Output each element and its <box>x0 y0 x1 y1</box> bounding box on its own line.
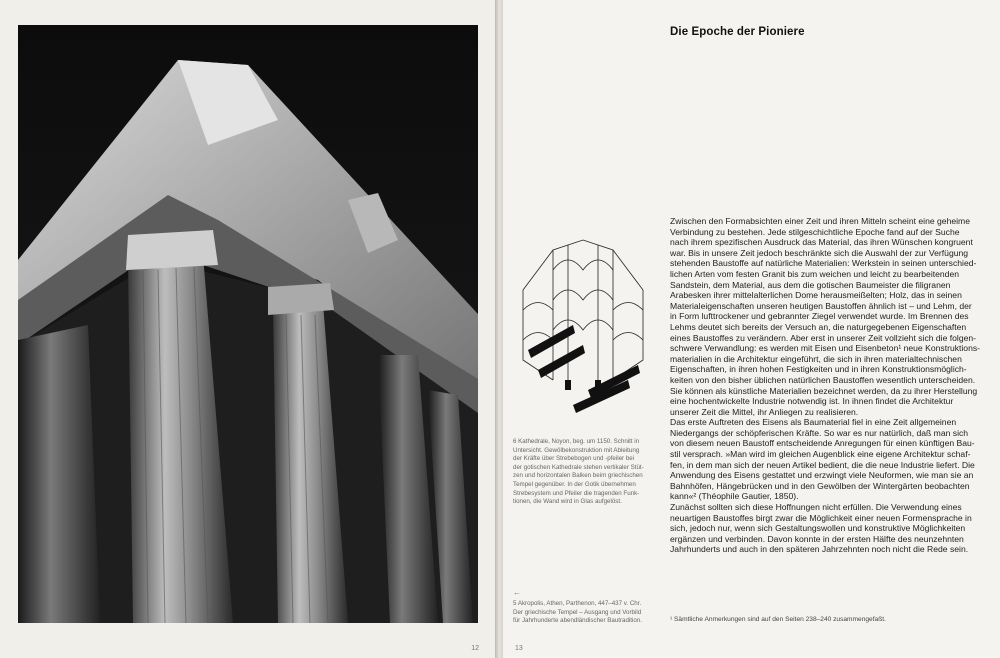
body-text-line: materialien in die Architektur eingeführt, die sich in ihren materialtechnischen <box>670 353 962 364</box>
body-text-line: Eigenschaften, in ihren hohen Festigkeiten und in ihren Konstruktionsmöglich- <box>670 364 967 375</box>
body-text-line: kann«² (Théophile Gautier, 1850). <box>670 491 799 502</box>
left-arrow-icon: ← <box>513 588 521 597</box>
chapter-title: Die Epoche der Pioniere <box>670 26 805 38</box>
body-text-line: eine hochentwickelte Industrie notwendig ist. In ihnen findet die Architektur <box>670 396 954 407</box>
body-text-line: unserer Zeit die Mittel, ihr Anliegen zu realisieren. <box>670 406 859 417</box>
body-text-line: eines Baustoffes zu verändern. Aber erst in unserer Zeit vollzieht sich die folgen- <box>670 332 977 343</box>
body-text-line: in Form lufttrockener und gebrannter Ziegel verwendet wurde. Im Brennen des <box>670 311 969 322</box>
body-text-line: fen, in dem man sich der neuen Artikel bedient, die die neue Industrie liefert. Die <box>670 459 975 470</box>
body-text-line: ergänzen und verbinden. Davon konnte in der ersten Hälfte des neunzehnten <box>670 533 964 544</box>
body-text-line: Sie können als künstliche Materialien bezeichnet werden, da zu ihrer Herstellung <box>670 385 978 396</box>
body-text-line: Zunächst sollten sich diese Hoffnungen nicht erfüllen. Die Verwendung eines <box>670 502 962 513</box>
body-text-line: Jahrhunderts und auch in den späteren Jahrzehnten noch nicht die Rede sein. <box>670 544 969 555</box>
body-text-line: Arabesken ihrer mittelalterlichen Dome herausmeißelten; Holz, das in seinen <box>670 290 962 301</box>
body-text-line: lichen Arten vom festen Granit bis zum weichen und leicht zu bearbeitenden <box>670 268 960 279</box>
body-text <box>670 216 996 555</box>
body-text-line: sich, jedoch nur, wenn sich Gestaltungswollen und konstruktive Möglichkeiten <box>670 523 966 534</box>
body-text-line: war. Bis in unsere Zeit jedoch beschränkte sich die Auswahl der zur Verfügung <box>670 247 969 258</box>
body-text-line: Anwendung des Eisens gestattet und erzwingt viele Neuformen, wie man sie an <box>670 470 974 481</box>
figure-5-caption: 5 Akropolis, Athen, Parthenon, 447–437 v. Chr. Der griechische Tempel – Ausgang und Vorbild für Jahrhunderte abendländischer Bautradition. <box>513 600 642 625</box>
body-text-line: Zwischen den Formabsichten einer Zeit und ihren Mitteln scheint eine geheime <box>670 216 970 226</box>
body-text-line: Lehms deutet sich bereits der Versuch an, die naturgegebenen Eigenschaften <box>670 321 967 332</box>
body-text-line: Sandstein, dem Material, aus dem die gotischen Baumeister die filigranen <box>670 279 951 290</box>
page-number-left: 12 <box>471 645 479 652</box>
body-text-line: Das erste Auftreten des Eisens als Baumaterial fiel in eine Zeit allgemeinen <box>670 417 957 428</box>
body-text-line: neuartigen Baustoffes birgt zwar die Möglichkeit einer neuen Formensprache in <box>670 512 972 523</box>
body-text-line: Bahnhöfen, Hängebrücken und in den Gewölben der Wintergärten beobachten <box>670 480 970 491</box>
body-text-line: schwere Verwandlung: es werden mit Eisen und Eisenbeton¹ neue Konstruktions- <box>670 343 981 354</box>
figure-6-caption: 6 Kathedrale, Noyon, beg. um 1150. Schnitt in Untersicht. Gewölbekonstruktion mit Ableitung der Kräfte über Strebebogen und -pfeiler bei der gotischen Kathedrale stehen vertikaler Stüt- zen und horizontalen Balken beim griechischen Tempel gegenüber. In der Gotik übernehmen Strebesystem und Pfeiler die tragenden Funk- tionen, die Wand wird in Glas aufgelöst. <box>513 438 644 506</box>
body-text-line: nach ihrem spezifischen Ausdruck das Material, das ihren Wünschen kongruent <box>670 237 973 248</box>
body-text-line: Niedergangs der schöpferischen Kräfte. So war es nur natürlich, daß man sich <box>670 427 969 438</box>
left-page <box>0 0 497 658</box>
footnote: ¹ Sämtliche Anmerkungen sind auf den Seiten 238–240 zusammengefaßt. <box>670 616 886 623</box>
body-text-line: keiten von den bisher üblichen natürlichen Baustoffen wesentlich unterscheiden. <box>670 374 976 385</box>
cathedral-section-diagram <box>513 230 653 430</box>
parthenon-photo <box>18 25 478 623</box>
right-page <box>503 0 1000 658</box>
body-text-line: Materialeigenschaften unseren heutigen Baustoffen ähnlich ist – und Lehm, der <box>670 300 972 311</box>
body-text-line: Verbindung zu bestehen. Jede stilgeschichtliche Epoche fand auf der Suche <box>670 226 960 237</box>
page-number-right: 13 <box>515 645 523 652</box>
body-text-line: stil versprach. »Man wird im gleichen Augenblick eine eigene Architektur schaf- <box>670 449 971 460</box>
body-text-line: von diesem neuen Baustoff entscheidende Anregungen für einen künftigen Bau- <box>670 438 975 449</box>
body-text-line: stehenden Baustoffe auf natürliche Materialien: Werkstein in seinen unterschied- <box>670 258 977 269</box>
